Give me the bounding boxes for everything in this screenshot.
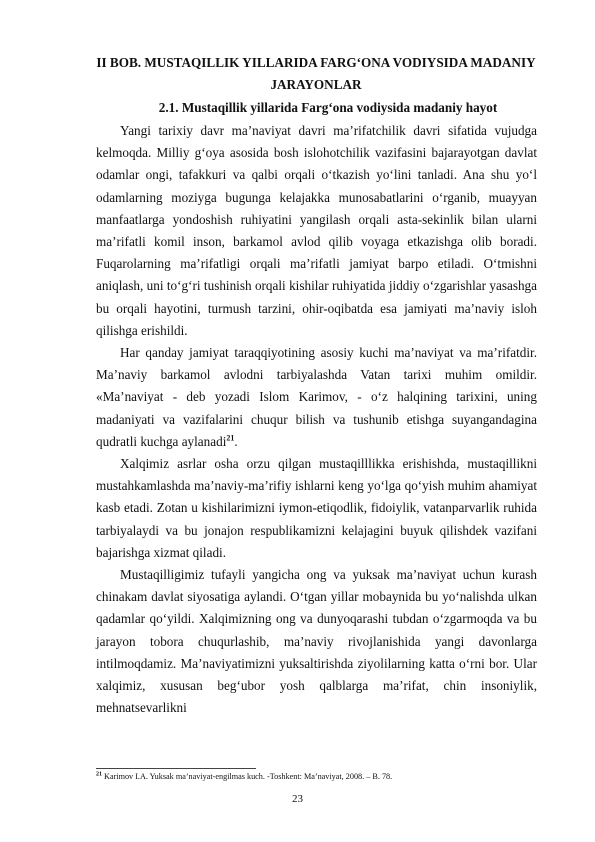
section-title: 2.1. Mustaqillik yillarida Farg‘ona vodiysida madaniy hayot bbox=[158, 100, 498, 115]
paragraph-3: Xalqimiz asrlar osha orzu qilgan mustaqilllikka erishishda, mustaqillikni mustahkamlashda ma’naviy-ma’rifiy ishlarni keng yo‘lga qo‘yish muhim ahamiyat kasb etadi. Zotan u kishilarimizni iymon-etiqodlik, fidoiylik, vatanparvarlik ruhida tarbiyalaydi va bu jonajon respublikamizni kelajagini buyuk qilishdek vazifani bajarishga xizmat qiladi. bbox=[96, 456, 537, 560]
chapter-title: II BOB. MUSTAQILLIK YILLARIDA FARG‘ONA VODIYSIDA MADANIY JARAYONLAR bbox=[96, 55, 536, 92]
footnote-number: 21 bbox=[96, 771, 102, 778]
paragraph-1: Yangi tarixiy davr ma’naviyat davri ma’rifatchilik davri sifatida vujudga kelmoqda. Milliy g‘oya asosida bosh islohotchilik vazifasini bajarayotgan davlat odamlar ongi, tafakkuri va qalbi orqali o‘tkazish yo‘lini tanladi. Ana shu yo‘l odamlarning moziyga bugunga kelajakka munosabatlarini o‘rganib, muayyan manfaatlarga yondoshish ruhiyatini yangilash orqali asta-sekinlik bilan ularni ma’rifatli komil inson, barkamol avlod qilib voyaga etkazishga olib boradi. Fuqarolarning ma’rifatligi orqali ma’rifatli jamiyat barpo etiladi. O‘tmishni aniqlash, uni to‘g‘ri tushinish orqali kishilar ruhiyatida jiddiy o‘zgarishlar yasashga bu orqali hayotini, turmush tarzini, ohir-oqibatda esa jamiyati ma’naviy isloh qilishga erishildi. bbox=[96, 123, 537, 338]
footnote-text: Karimov I.A. Yuksak ma’naviyat-engilmas kuch. -Toshkent: Ma’naviyat, 2008. – B. 78. bbox=[102, 772, 393, 781]
paragraph-2-text: Har qanday jamiyat taraqqiyotining asosiy kuchi ma’naviyat va ma’rifatdir. Ma’naviy barkamol avlodni tarbiyalashda Vatan tarixi muhim omildir. «Ma’naviyat - deb yozadi Islom Karimov, - o‘z halqining tarixini, uning madaniyati va vazifalarini chuqur bilish va tushunib etishga suyangandagina qudratli kuchga aylanadi bbox=[96, 345, 537, 449]
paragraph-4: Mustaqilligimiz tufayli yangicha ong va yuksak ma’naviyat uchun kurash chinakam davlat siyosatiga aylandi. O‘tgan yillar mobaynida bu yo‘nalishda ulkan qadamlar qo‘yildi. Xalqimizning ong va dunyoqarashi tubdan o‘zgarmoqda va bu jarayon tobora chuqurlashib, ma’naviy rivojlanishida yangi davonlarga intilmoqdamiz. Ma’naviyatimizni yuksaltirishda ziyolilarning katta o‘rni bor. Ular xalqimiz, xususan beg‘ubor yosh qalblarga ma’rifat, chin insoniylik, mehnatsevarlikni bbox=[96, 567, 537, 716]
footnote-reference[interactable]: 21 bbox=[226, 433, 235, 443]
body-text bbox=[96, 120, 537, 719]
paragraph-2 bbox=[96, 342, 537, 453]
page-number: 23 bbox=[292, 793, 303, 805]
footnote bbox=[96, 772, 537, 782]
footnote-divider bbox=[96, 768, 256, 769]
paragraph-2-end: . bbox=[234, 433, 238, 449]
